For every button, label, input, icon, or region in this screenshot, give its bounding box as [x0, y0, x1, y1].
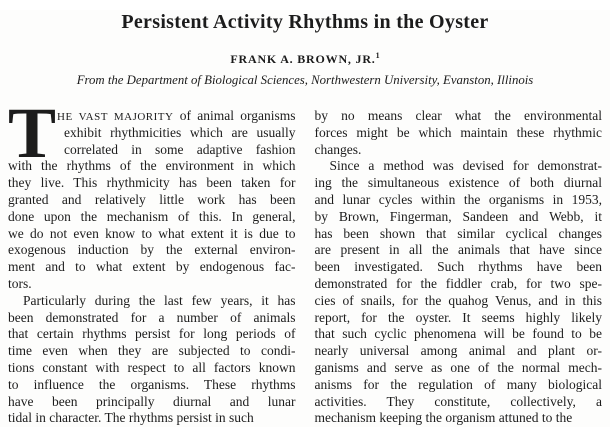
author-name: FRANK A. BROWN, JR. [230, 52, 376, 66]
text-line: tors. [8, 275, 32, 291]
text-line: report, for the oyster. It seems highly likely [314, 309, 602, 325]
text-line: that certain rhythms persist for long periods of [8, 326, 296, 342]
text-line: ment and to what extent by endogenous fac- [8, 259, 296, 275]
text-line: tions constant with respect to all factors known [8, 359, 296, 375]
text-line: and lunar cycles within the organisms in 1953, [314, 191, 602, 207]
text-line: forces might be which maintain these rhythmic [314, 124, 602, 140]
column-left [8, 93, 296, 427]
text-line: to influence the organisms. These rhythms [8, 376, 296, 392]
drop-cap: T [8, 93, 57, 173]
affiliation-line: From the Department of Biological Sciences, Northwestern University, Evanston, Illinois [76, 73, 534, 87]
text-line: exogenous induction by the external environ- [8, 242, 296, 258]
text-line: correlated in some adaptive fashion [64, 141, 296, 157]
text-line: Since a method was devised for demonstrat- [329, 158, 602, 174]
text-line: changes. [314, 141, 362, 157]
text-line: they live. This rhythmicity has been taken for [8, 175, 296, 191]
text-line: granted and relatively little work has been [8, 191, 296, 207]
small-caps-lead: HE VAST MAJORITY [57, 111, 174, 123]
text-line: time even when they are subjected to condi- [8, 343, 296, 359]
text-line: ganisms and serve as one of the normal mech- [314, 359, 602, 375]
text-line: anisms for the regulation of many biological [314, 376, 602, 392]
text-line: that such cyclic phenomena will be found to be [314, 326, 602, 342]
text-line: done upon the mechanism of this. In general, [8, 208, 296, 224]
author-line [0, 49, 610, 66]
text-line: nearly universal among animal and plant or- [314, 343, 602, 359]
text-line: activities. They constitute, collectively, a [314, 393, 602, 409]
text-line: been demonstrated for a number of animals [8, 309, 296, 325]
text-line: are present in all the animals that have since [314, 242, 602, 258]
text-line: been investigated. Such rhythms have been [314, 259, 602, 275]
text-line: cies of snails, for the quahog Venus, and in this [314, 292, 602, 308]
author-footnote-marker: 1 [375, 51, 380, 60]
text-line: we do not even know to what extent it is due to [8, 225, 296, 241]
text-line: HE VAST MAJORITY of animal organisms [57, 108, 296, 123]
text-line: by Brown, Fingerman, Sandeen and Webb, it [314, 208, 602, 224]
text-line: ing the simultaneous existence of both diurnal [314, 175, 602, 191]
text-columns [8, 93, 602, 427]
text-line: tidal in character. The rhythms persist in such [8, 410, 254, 426]
text-line: by no means clear what the environmental [314, 108, 602, 123]
text-line: has been shown that similar cyclical changes [314, 225, 602, 241]
column-right [315, 108, 603, 427]
article-title: Persistent Activity Rhythms in the Oyster [121, 11, 489, 33]
text-line: Particularly during the last few years, it has [23, 292, 296, 308]
text-line: demonstrated for the fiddler crab, for two spe- [314, 275, 602, 291]
text-line: exhibit rhythmicities which are usually [64, 124, 296, 140]
text-line: with the rhythms of the environment in which [8, 158, 296, 174]
text-line: mechanism keeping the organism attuned to the [314, 410, 573, 426]
text-line: have been principally diurnal and lunar [8, 393, 296, 409]
journal-page [0, 10, 610, 427]
